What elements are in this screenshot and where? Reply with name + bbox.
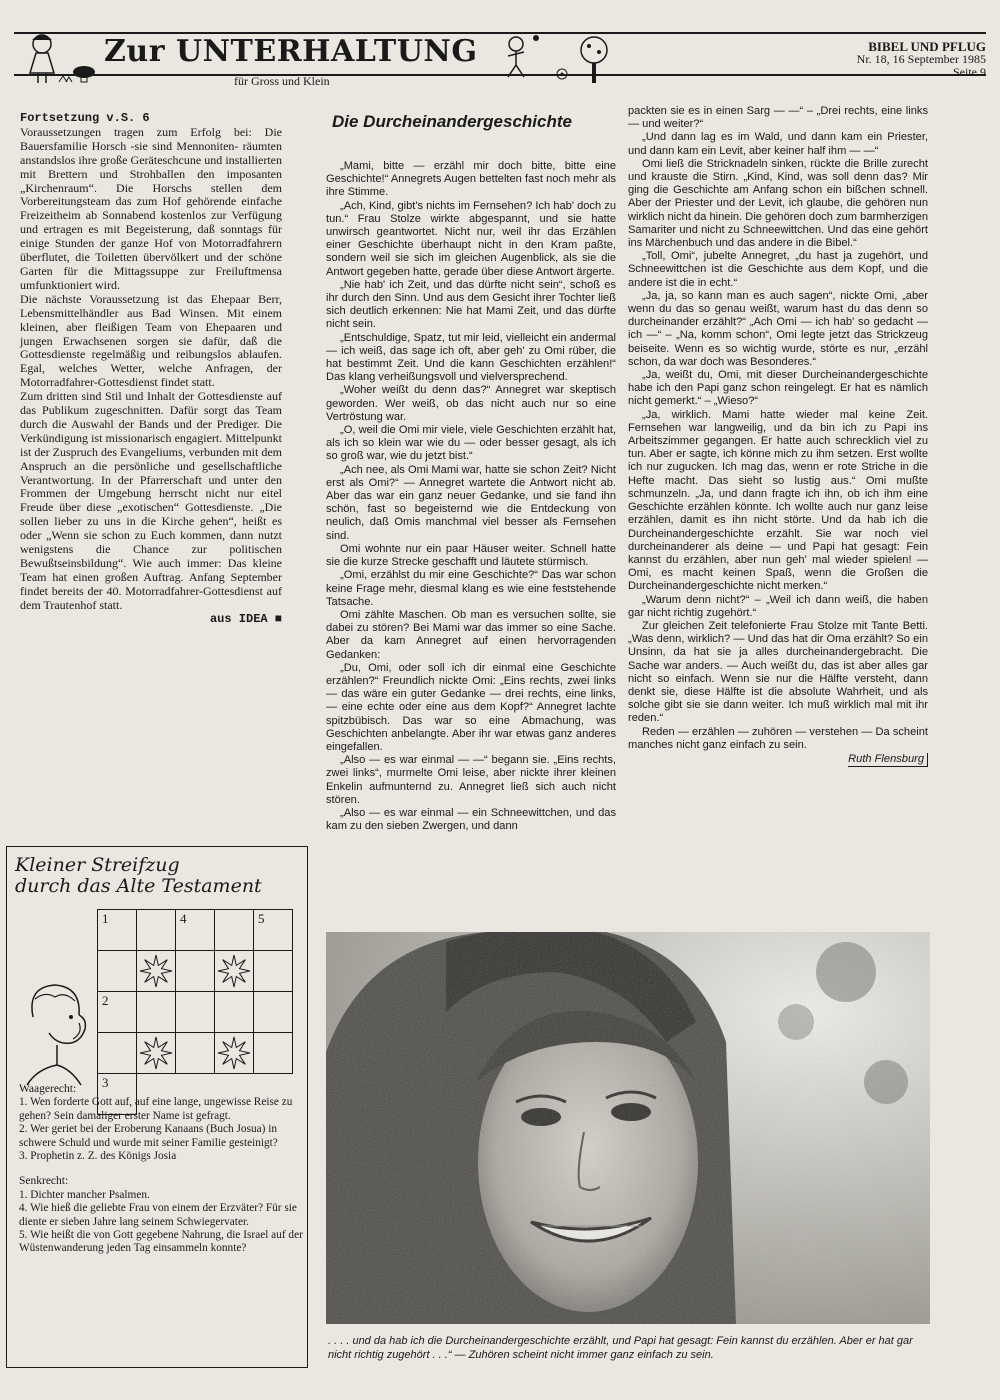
grid-cell bbox=[136, 991, 176, 1033]
grid-cell bbox=[175, 991, 215, 1033]
story-author bbox=[628, 753, 928, 766]
story-paragraph: „Und dann lag es im Wald, und dann kam ein Priester, und dann kam ein Levit, aber keiner half ihm — —“ bbox=[628, 131, 928, 157]
grid-cell bbox=[175, 1032, 215, 1074]
issue-info bbox=[857, 40, 986, 79]
down-heading: Senkrecht: bbox=[19, 1175, 69, 1188]
clue-down: 4. Wie hieß die geliebte Frau von einem der Erzväter? Für sie diente er sieben Jahre lang seinem Schwiegervater. bbox=[19, 1202, 297, 1228]
grid-cell bbox=[214, 909, 254, 951]
story-paragraph: „O, weil die Omi mir viele, viele Geschichten erzählt hat, als ich so klein war wie du — oder besser gesagt, als ich so groß war, wie du jetzt bist.“ bbox=[326, 424, 616, 463]
grid-cell bbox=[175, 909, 215, 951]
grid-cell bbox=[214, 1032, 254, 1074]
story-paragraph: „Also — es war einmal — ein Schneewittchen, und das kam zu den sieben Zwergen, und dann bbox=[326, 806, 616, 833]
author-name: Ruth Flensburg bbox=[848, 753, 928, 767]
story-paragraph: Omi ließ die Stricknadeln sinken, rückte die Brille zurecht und krauste die Stirn. „Kind, Kind, was soll denn das? Mir ging die Geschichte am Anfang schon ein bißchen schnell. Aber der Priester und der Levit, ich glaube, die gehören nun wirklich nicht da hinein. Die gehören doch zum barmherzigen Samariter und nicht zu Schneewittchen. Und das eine gehört ins Märchenbuch und das andere in die Bibel.“ bbox=[628, 157, 928, 250]
clue-down: 1. Dichter mancher Psalmen. bbox=[19, 1188, 150, 1201]
story-column-1 bbox=[326, 112, 616, 833]
crossword-title-line-1: Kleiner Streifzug bbox=[15, 854, 180, 876]
story-paragraph: „Toll, Omi“, jubelte Annegret, „du hast ja zugehört, und Schneewittchen ist die Geschichte aus dem Kopf, und die andere ist die in echt.“ bbox=[628, 250, 928, 289]
grid-number: 4 bbox=[180, 911, 187, 926]
star-ornament-icon bbox=[137, 951, 175, 991]
article-credit: aus IDEA ■ bbox=[209, 611, 282, 626]
story-paragraph: Omi wohnte nur ein paar Häuser weiter. Schnell hatte sie die kurze Strecke geschafft und läutete stürmisch. bbox=[326, 542, 616, 569]
grid-cell bbox=[136, 1032, 176, 1074]
story-paragraph: „Mami, bitte — erzähl mir doch bitte, bitte eine Geschichte!“ Annegrets Augen bettelten fast noch mehr als ihre Stimme. bbox=[326, 160, 616, 199]
story-paragraph: „Ja, ja, so kann man es auch sagen“, nickte Omi, „aber wenn du das so genau weißt, warum hast du das denn so durcheinander erzählt?“ „Ach Omi — ich hab' so gedacht — ich —“ – „Na, komm schon“, Omi legte jetzt das Strickzeug beiseite. Wenn es so wichtig wurde, störte es nur, „erzähl schon, da war doch was Besonderes.“ bbox=[628, 289, 928, 368]
story-paragraph: „Entschuldige, Spatz, tut mir leid, vielleicht ein andermal — ich weiß, das sage ich oft, aber geh' zu Omi rüber, die hat bestimmt Zeit. Und die kann Geschichten erzählen!“ Das klang verheißungsvoll und vielversprechend. bbox=[326, 331, 616, 384]
story-paragraph: „Woher weißt du denn das?“ Annegret war skeptisch geworden. Wer weiß, ob das nicht auch nur so eine Vertröstung war. bbox=[326, 384, 616, 423]
grid-number: 5 bbox=[258, 911, 265, 926]
grid-cell bbox=[253, 1032, 293, 1074]
story-paragraph: „Nie hab' ich Zeit, und das dürfte nicht sein“, schoß es ihr durch den Sinn. Und aus dem Gesicht ihrer Tochter ließ sich deutlich erkennen: Nie hat Mami Zeit, und das dürfte nicht sein. bbox=[326, 278, 616, 331]
grid-number: 3 bbox=[102, 1075, 109, 1090]
grid-cell bbox=[97, 909, 137, 951]
issue-number: Nr. 18, 16 September 1985 bbox=[856, 52, 986, 66]
article-paragraph: Voraussetzungen tragen zum Erfolg bei: Die Bauersfamilie Horsch -sie sind Mennoniten- räumten anstandslos ihre große Geräteschcune und installierten mit Brettern und Strohballen den imposanten „Kirchenraum“. Die Horschs stellen dem Vorbereitungsteam das zum Hof gehörende einfache Freizeitheim ab Sonnabend kostenlos zur Verfügung und ertragen es mit Begeisterung, daß sonntags für einige Stunden der ganze Hof von Motorradfahrern überflutet, die Toiletten übervölkert und der schöne Garten für die Mittagssuppe zur Freiluftmensa umfunktioniert wird. bbox=[20, 124, 282, 292]
grid-cell bbox=[97, 991, 137, 1033]
story-paragraph: Omi zählte Maschen. Ob man es versuchen sollte, sie dabei zu stören? Bei Mami war das immer so eine Sache. Aber da kam Annegret auf einen hervorragenden Gedanken: bbox=[326, 608, 616, 661]
grid-cell bbox=[175, 950, 215, 992]
grid-cell bbox=[97, 950, 137, 992]
story-paragraph: packten sie es in einen Sarg — —“ – „Drei rechts, eine links — und weiter?“ bbox=[628, 105, 928, 131]
girl-portrait-photo bbox=[326, 932, 930, 1324]
continued-article bbox=[20, 112, 282, 627]
star-ornament-icon bbox=[215, 1033, 253, 1073]
story-paragraph: „Ach, Kind, gibt's nichts im Fernsehen? Ich hab' doch zu tun.“ Frau Stolze wirkte abgespannt, und sie hatte unwirsch geantwortet. Nicht nur, weil ihr das Erzählen einer Geschichte überhaupt nicht in den Kram paßte, sondern weil sie sich im gleichen Augenblick, als sie die Antwort gegeben hatte, gerade über diese Antwort ärgerte. bbox=[326, 199, 616, 278]
section-title: Zur UNTERHALTUNG bbox=[104, 34, 478, 69]
article-paragraph: Die nächste Voraussetzung ist das Ehepaar Berr, Lebensmittelhändler aus Bad Winsen. Mit einem kleinen, aber fleißigen Team von Ehepaaren und jungen Erwachsenen sorgen sie dafür, daß die Gottesdienste regelmäßig und reibungslos ablaufen. Egal, welches Wetter, welche Anfragen, der Motorradfahrer-Gottesdienst findet statt. bbox=[20, 291, 282, 390]
grid-number: 2 bbox=[102, 993, 109, 1008]
crossword-grid bbox=[97, 909, 281, 1090]
story-paragraph: Zur gleichen Zeit telefonierte Frau Stolze mit Tante Betti. „Was denn, wirklich? — Und das hat dir Oma erzählt? So ein Unsinn, da hat sie ja alles durcheinandergebracht. Die Sache war anders. — Auch weißt du, das ist aber alles gar nicht so einfach. Wenn sie nur die Hälfte versteht, dann denkt sie, diese Hälfte ist die absolute Wahrheit, und als solche gibt sie sie dann weiter. Ich muß wirklich mal mit ihr reden.“ bbox=[628, 619, 928, 725]
grid-cell bbox=[136, 909, 176, 951]
clue-across: 2. Wer geriet bei der Eroberung Kanaans (Buch Josua) in schwere Schuld und wurde mit seiner Familie gesteinigt? bbox=[19, 1123, 278, 1149]
star-ornament-icon bbox=[215, 951, 253, 991]
story-paragraph: „Du, Omi, oder soll ich dir einmal eine Geschichte erzählen?“ Freundlich nickte Omi: „Eins rechts, zwei links — das wäre ein guter Gedanke — drei rechts, eine links, — eine echte oder eine aus dem Kopf?“ Annegret lachte spitzbübisch. Das war so eine Abmachung, was Geschichten anbelangte. Aber ihr war etwas ganz anderes eingefallen. bbox=[326, 661, 616, 753]
children-illustration-left bbox=[14, 30, 104, 88]
grid-cell bbox=[97, 1032, 137, 1074]
clue-down: 5. Wie heißt die von Gott gegebene Nahrung, die Israel auf der Wüstenwanderung jeden Tag einsammeln konnte? bbox=[19, 1229, 303, 1255]
masthead bbox=[14, 30, 986, 90]
child-thinking-illustration bbox=[13, 977, 93, 1087]
grid-cell bbox=[214, 991, 254, 1033]
children-illustration-right bbox=[494, 30, 614, 88]
crossword-title-line-2: durch das Alte Testament bbox=[15, 875, 262, 897]
grid-cell bbox=[136, 950, 176, 992]
section-subtitle: für Gross und Klein bbox=[234, 74, 330, 88]
page-number: Seite 9 bbox=[953, 65, 986, 79]
grid-cell bbox=[214, 950, 254, 992]
clue-across: 3. Prophetin z. Z. des Königs Josia bbox=[19, 1150, 177, 1163]
grid-number: 1 bbox=[102, 911, 109, 926]
grid-cell bbox=[253, 950, 293, 992]
clue-across: 1. Wen forderte Gott auf, auf eine lange, ungewisse Reise zu gehen? Sein damaliger erster Name ist gefragt. bbox=[19, 1096, 293, 1122]
story-title: Die Durcheinandergeschichte bbox=[332, 112, 572, 131]
story-paragraph: Reden — erzählen — zuhören — verstehen — Da scheint manches nicht ganz einfach zu sein. bbox=[628, 725, 928, 751]
story-paragraph: „Warum denn nicht?“ – „Weil ich dann weiß, die haben gar nicht richtig zugehört.“ bbox=[628, 593, 928, 619]
story-paragraph: „Omi, erzählst du mir eine Geschichte?“ Das war schon keine Frage mehr, diesmal klang es wie eine feststehende Tatsache. bbox=[326, 569, 616, 608]
story-paragraph: „Ach nee, als Omi Mami war, hatte sie schon Zeit? Nicht erst als Omi?“ — Annegret wartete die Antwort nicht ab. Aber das war ein ganz neuer Gedanke, und sie fand ihn schön, fast so begeisternd wie die Entdeckung von neulich, daß Omis manchmal viel besser als Fernsehen sind. bbox=[326, 463, 616, 542]
grid-cell bbox=[253, 909, 293, 951]
photo-caption: . . . . und da hab ich die Durcheinandergeschichte erzählt, und Papi hat gesagt: Fein kannst du erzählen. Aber er hat gar nicht richtig zugehört . . .“ — Zuhören scheint nicht immer ganz einfach zu sein. bbox=[328, 1335, 913, 1361]
across-heading: Waagerecht: bbox=[19, 1083, 77, 1095]
crossword-clues bbox=[19, 1083, 303, 1256]
story-paragraph: „Ja, wirklich. Mami hatte wieder mal keine Zeit. Fernsehen war langweilig, und da bin ich zu Papi ins Arbeitszimmer gegangen. Er hatte auch schrecklich viel zu tun. Aber er sagte, ich könne mich zu ihm setzen. Erst wollte ich nur zugucken. Ich mag das, wenn er rote Striche in die Hefte macht. Das sieht so lustig aus.“ Omi mußte schmunzeln. „Ja, und dann fragte ich ihn, ob ich ihm eine Geschichte erzählen könnte. Ich wollte auch nur ganz leise erzählen, damit es ihn nicht störte. Und da hab ich die Durcheinandergeschichte erzählt. Sie war noch viel durcheinanderer als deine — und Papi hat gesagt: Fein kannst du erzählen, aber nun geh' mal wieder spielen! — Omi, es macht keinen Spaß, wenn die Großen die Durcheinandergeschichte nicht merken.“ bbox=[628, 408, 928, 593]
star-ornament-icon bbox=[137, 1033, 175, 1073]
crossword-box bbox=[6, 846, 308, 1368]
crossword-title bbox=[15, 855, 262, 897]
story-paragraph: „Ja, weißt du, Omi, mit dieser Durcheinandergeschichte habe ich den Papi ganz schon reingelegt. Er hat es nämlich nicht gemerkt.“ – „Wieso?“ bbox=[628, 369, 928, 408]
publication-name: BIBEL UND PFLUG bbox=[868, 39, 986, 54]
article-paragraph: Zum dritten sind Stil und Inhalt der Gottesdienste auf das Publikum zugeschnitten. Dafür sorgt das Team durch die Auswahl der Bands und der Prediger. Die Verkündigung ist missionarisch engagiert. Mittelpunkt ist der Zuspruch des Evangeliums, verbunden mit dem Anspruch an die persönliche und gesellschaftliche Verantwortung. In der Pfarrerschaft und unter den Frommen der Umgebung herrscht nicht nur eitel Freude über diese „exotischen“ Gottesdienste. „Die sollen lieber zu uns in die Kirche gehen“, heißt es oder „Wenn sie schon zu Euch kommen, dann nutzt wenigstens die Chance zur politischen Bewußtseinsbildung“. Wie auch immer: Das kleine Team hat einen großen Auftrag. Anfang September findet bereits der 40. Motorradfahrer-Gottesdienst auf dem Trautenhof statt. bbox=[20, 389, 282, 612]
grid-cell bbox=[253, 991, 293, 1033]
story-paragraph: „Also — es war einmal — —“ begann sie. „Eins rechts, zwei links“, murmelte Omi leise, aber nickte ihrer kleinen Enkelin aufmunternd zu. Annegret ließ sich auch nicht stören. bbox=[326, 754, 616, 806]
story-column-2 bbox=[628, 105, 928, 766]
continuation-note: Fortsetzung v.S. 6 bbox=[20, 111, 150, 125]
